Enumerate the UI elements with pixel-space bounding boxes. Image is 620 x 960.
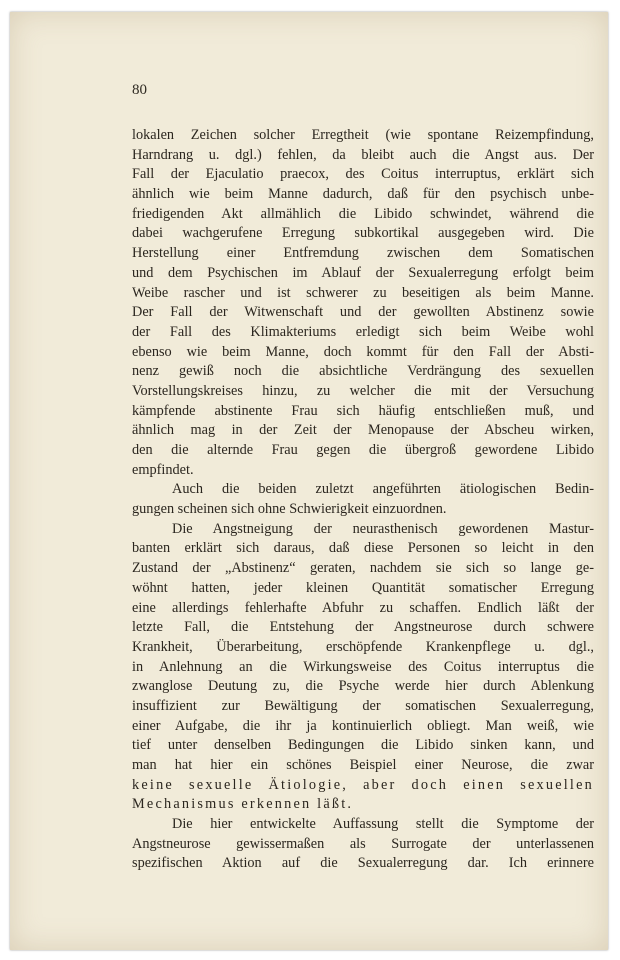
text-line: Auch die beiden zuletzt angeführten ätiologischen Bedin- <box>172 481 594 498</box>
text-line: ebenso wie beim Manne, doch kommt für den Fall der Absti- <box>132 343 594 360</box>
text-line: empfindet. <box>132 461 194 478</box>
text-line: ähnlich mag in der Zeit der Menopause der Abscheu wirken, <box>132 422 594 439</box>
text-line: letzte Fall, die Entstehung der Angstneurose durch schwere <box>132 619 594 636</box>
text-line: eine allerdings fehlerhafte Abfuhr zu schaffen. Endlich läßt der <box>132 599 594 616</box>
text-line: in Anlehnung an die Wirkungsweise des Coitus interruptus die <box>132 658 594 675</box>
text-line: Herstellung einer Entfremdung zwischen dem Somatischen <box>132 245 594 262</box>
text-line: Vorstellungskreises hinzu, zu welcher die mit der Versuchung <box>132 382 594 399</box>
text-line: den die alternde Frau gegen die übergroß gewordene Libido <box>132 442 594 458</box>
text-line: Angstneurose gewissermaßen als Surrogate der unterlassenen <box>132 835 594 852</box>
text-line: Zustand der „Abstinenz“ geraten, nachdem sie sich so lange ge- <box>132 560 594 577</box>
text-line: Harndrang u. dgl.) fehlen, da bleibt auch die Angst aus. Der <box>132 146 594 163</box>
text-line: ähnlich wie beim Manne dadurch, daß für den psychisch unbe- <box>132 186 594 203</box>
text-line: Mechanismus erkennen läßt. <box>132 796 354 813</box>
body-text <box>132 126 594 874</box>
text-line: der Fall des Klimakteriums erledigt sich beim Weibe wohl <box>132 323 594 340</box>
text-line: Die hier entwickelte Auffassung stellt die Symptome der <box>172 816 594 833</box>
text-line: kämpfende abstinente Frau sich häufig entschließen muß, und <box>132 402 594 419</box>
text-line: Fall der Ejaculatio praecox, des Coitus interruptus, erklärt sich <box>132 166 594 183</box>
text-line: nenz gewiß noch die absichtliche Verdrängung des sexuellen <box>132 363 594 380</box>
text-line: tief unter denselben Bedingungen die Libido sinken kann, und <box>132 737 594 754</box>
text-line: Krankheit, Überarbeitung, erschöpfende Krankenpflege u. dgl., <box>132 638 594 655</box>
text-line: und dem Psychischen im Ablauf der Sexualerregung erfolgt beim <box>132 264 594 281</box>
page-number: 80 <box>132 82 147 98</box>
text-line: Weibe rascher und ist schwerer zu beseitigen als beim Manne. <box>132 284 594 301</box>
text-line: spezifischen Aktion auf die Sexualerregung dar. Ich erinnere <box>132 855 594 872</box>
text-line: lokalen Zeichen solcher Erregtheit (wie spontane Reizempfindung, <box>132 127 594 143</box>
text-line: Die Angstneigung der neurasthenisch gewordenen Mastur- <box>172 520 594 537</box>
text-line: Der Fall der Witwenschaft und der gewollten Abstinenz sowie <box>132 304 594 321</box>
text-line: keine sexuelle Ätiologie, aber doch einen sexuellen <box>132 776 594 793</box>
text-line: wöhnt hatten, jeder kleinen Quantität somatischer Erregung <box>132 579 594 596</box>
text-line: gungen scheinen sich ohne Schwierigkeit einzuordnen. <box>132 501 447 518</box>
text-line: dabei wachgerufene Erregung subkortikal ausgegeben wird. Die <box>132 225 594 242</box>
text-line: insuffizient zur Bewältigung der somatischen Sexualerregung, <box>132 697 594 714</box>
book-page <box>10 12 608 950</box>
text-line: man hat hier ein schönes Beispiel einer Neurose, die zwar <box>132 757 594 773</box>
text-line: friedigenden Akt allmählich die Libido schwindet, während die <box>132 205 594 222</box>
text-line: banten erklärt sich daraus, daß diese Personen so leicht in den <box>132 540 594 557</box>
text-line: einer Aufgabe, die ihr ja kontinuierlich obliegt. Man weiß, wie <box>132 717 594 734</box>
text-line: zwanglose Deutung zu, die Psyche werde hier durch Ablenkung <box>132 678 594 695</box>
